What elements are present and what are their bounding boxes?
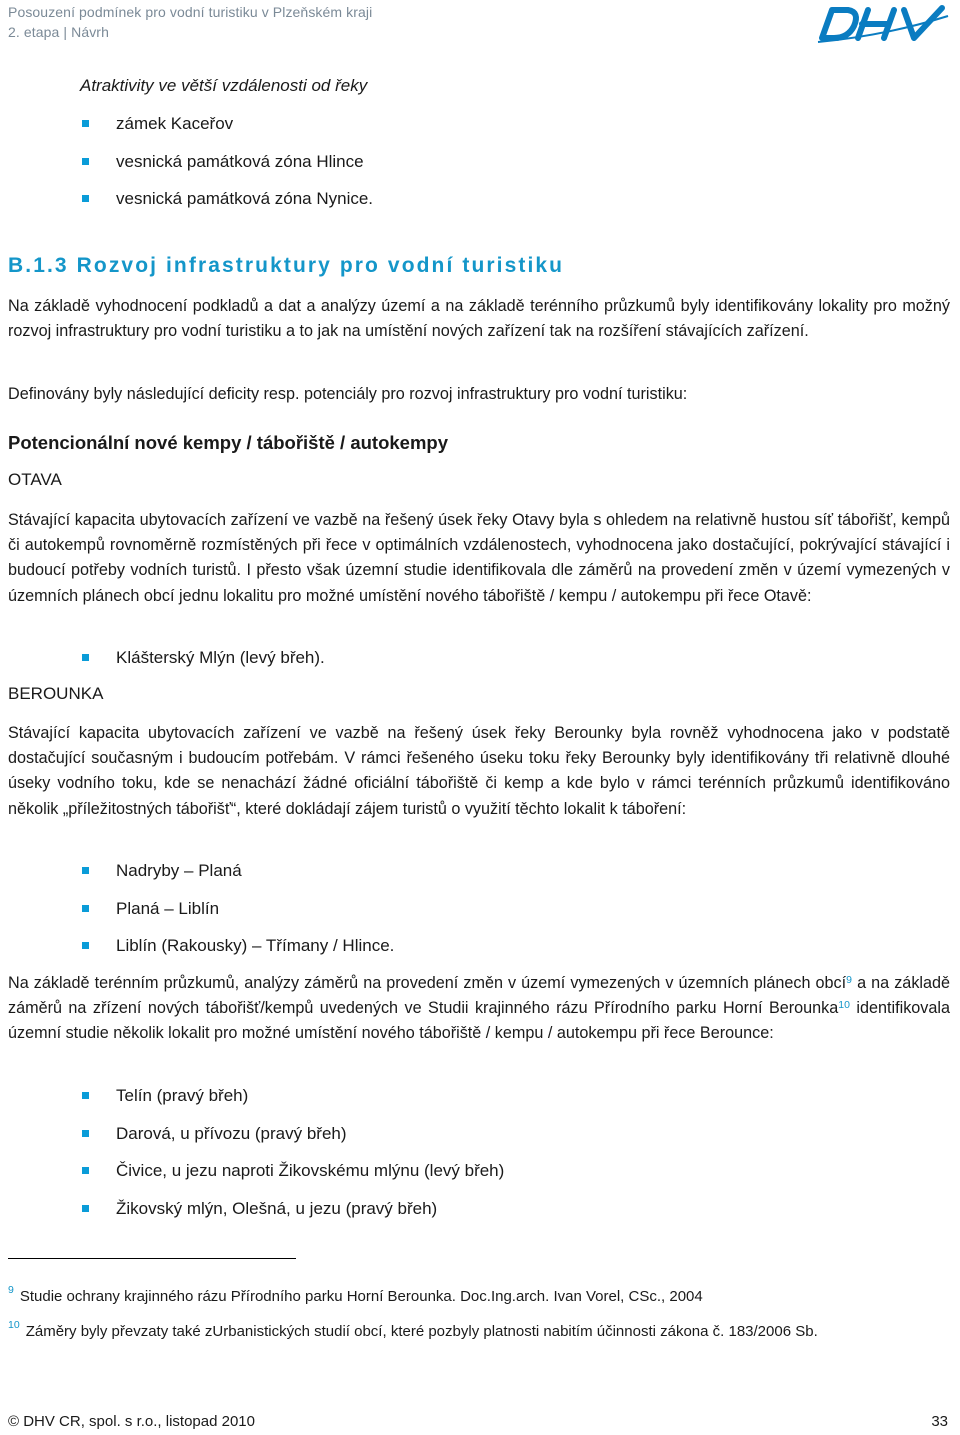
dhv-logo	[814, 2, 952, 46]
header-title: Posouzení podmínek pro vodní turistiku v Plzeňském kraji	[8, 4, 373, 20]
berounka-text: Stávající kapacita ubytovacích zařízení ve vazbě na řešený úsek řeky Berounky byla rovněž vyhodnocena jako v podstatě dostačující současným i budoucím potřebám. V rámci řešeného úseku toku řeky Berounky byly identifikovány tři relativně dlouhé úseky vodního toku, kde se nenachází žádné oficiální tábořiště či kemp a kde bylo v rámci terénních průzkumů identifikováno několik „příležitostných tábořišť“, které dokládají zájem turistů o využití těchto lokalit k táboření:	[8, 724, 950, 818]
bullet-square-icon	[82, 158, 89, 165]
header-subtitle: 2. etapa | Návrh	[8, 24, 109, 40]
camps-title: Potencionální nové kempy / tábořiště / autokempy	[8, 432, 448, 453]
bullet-square-icon	[82, 1167, 89, 1174]
list-item: Nadryby – Planá	[82, 859, 394, 897]
footnote-ref-9[interactable]: 9	[846, 974, 852, 986]
bullet-square-icon	[82, 120, 89, 127]
list-item: Žikovský mlýn, Olešná, u jezu (pravý břeh)	[82, 1197, 504, 1235]
list-item: Telín (pravý břeh)	[82, 1084, 504, 1122]
bullet-square-icon	[82, 654, 89, 661]
list-item: Darová, u přívozu (pravý břeh)	[82, 1122, 504, 1160]
berounka-sections-list	[82, 859, 394, 972]
list-item: Liblín (Rakousky) – Třímany / Hlince.	[82, 934, 394, 972]
page-number: 33	[931, 1413, 948, 1430]
section-intro: Na základě vyhodnocení podkladů a dat a analýzy území a na základě terénního průzkumů byly identifikovány lokality pro možný rozvoj infrastruktury pro vodní turistiku a to jak na umístění nových zařízení tak na rozšíření stávajících zařízení.	[8, 297, 950, 341]
footer-copyright: © DHV CR, spol. s r.o., listopad 2010	[8, 1413, 255, 1430]
list-item: vesnická památková zóna Nynice.	[82, 187, 373, 225]
berounka-locations-text: Na základě terénním průzkumů, analýzy záměrů na provedení změn v území vymezených v územních plánech obcí$^9$ a na základě záměrů na zřízení nových tábořišť/kempů uvedených ve Studii krajinného rázu Přírodního parku Horní Berounka$^{10}$ identifikovala územní studie několik lokalit pro možné umístění nového tábořiště / kempu / autokempu při řece Berounce:	[8, 974, 951, 1043]
list-item: Planá – Liblín	[82, 897, 394, 935]
attractions-title: Atraktivity ve větší vzdálenosti od řeky	[80, 76, 368, 95]
berounka-locations-list	[82, 1084, 504, 1234]
bullet-square-icon	[82, 942, 89, 949]
bullet-square-icon	[82, 905, 89, 912]
list-item: zámek Kaceřov	[82, 112, 373, 150]
river-berounka: BEROUNKA	[8, 684, 104, 703]
footnote-10: $^{10}$ Záměry byly převzaty také zUrbanistických studií obcí, které pozbyly platnosti nabitím účinnosti zákona č. 183/2006 Sb.	[8, 1319, 818, 1340]
bullet-square-icon	[82, 195, 89, 202]
bullet-square-icon	[82, 867, 89, 874]
footnote-divider	[8, 1258, 296, 1259]
river-otava: OTAVA	[8, 470, 62, 489]
list-item: Čivice, u jezu naproti Žikovskému mlýnu (levý břeh)	[82, 1159, 504, 1197]
section-title: B.1.3 Rozvoj infrastruktury pro vodní turistiku	[8, 254, 565, 277]
list-item: vesnická památková zóna Hlince	[82, 150, 373, 188]
footnote-ref-10[interactable]: 10	[838, 999, 850, 1012]
deficits-text: Definovány byly následující deficity resp. potenciály pro rozvoj infrastruktury pro vodní turistiku:	[8, 385, 688, 403]
list-item: Klášterský Mlýn (levý břeh).	[82, 646, 325, 684]
otava-list	[82, 646, 325, 684]
bullet-square-icon	[82, 1130, 89, 1137]
bullet-square-icon	[82, 1205, 89, 1212]
attractions-list	[82, 112, 373, 225]
otava-text: Stávající kapacita ubytovacích zařízení ve vazbě na řešený úsek řeky Otavy byla s ohledem na relativně hustou síť tábořišť, kempů či autokempů rovnoměrně rozmístěných při řece v optimálních vzdálenostech, vyhodnocena jako dostačující, pokrývající stávající i budoucí potřeby vodních turistů. I přesto však územní studie identifikovala dle záměrů na provedení změn v území vymezených v územních plánech obcí jednu lokalitu pro možné umístění nového tábořiště / kempu / autokempu při řece Otavě:	[8, 511, 950, 605]
bullet-square-icon	[82, 1092, 89, 1099]
footnote-9: $^9$ Studie ochrany krajinného rázu Přírodního parku Horní Berounka. Doc.Ing.arch. Ivan Vorel, CSc., 2004	[8, 1284, 703, 1305]
